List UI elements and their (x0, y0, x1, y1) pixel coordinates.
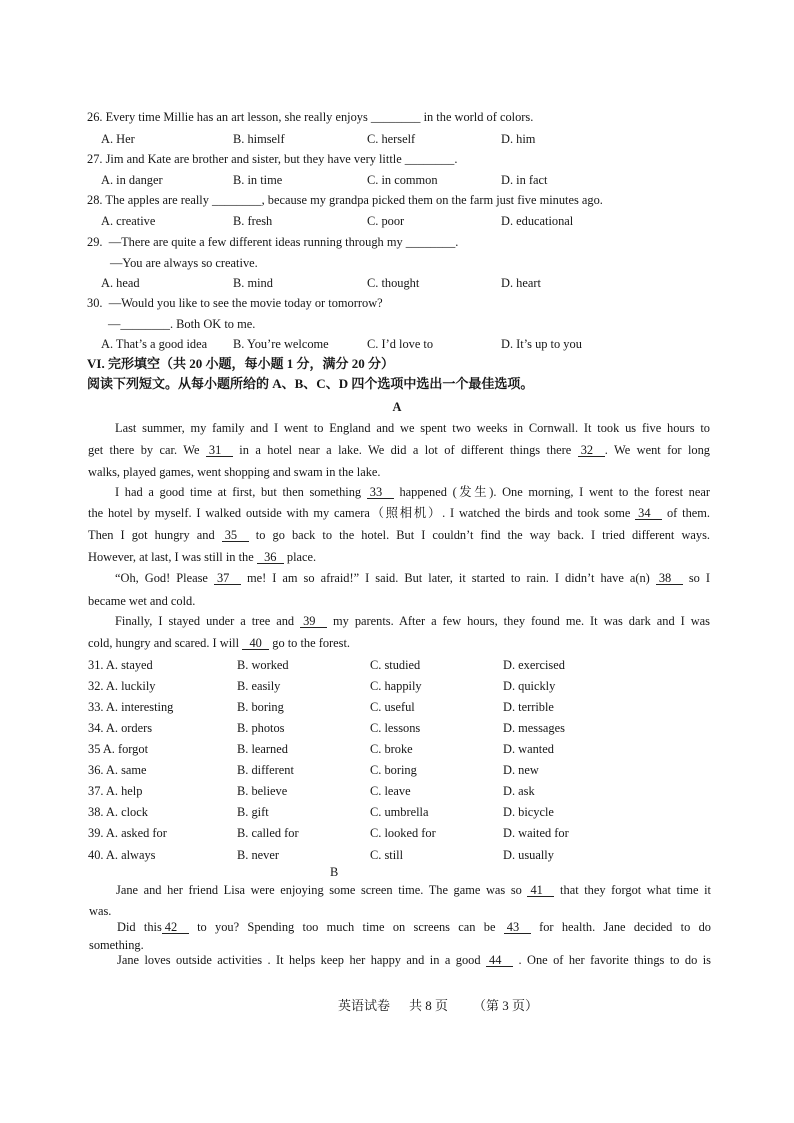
question-number: 35 (88, 742, 101, 756)
question-32-options (0, 678, 794, 694)
option-c: C. I’d love to (367, 337, 434, 351)
option-c: C. lessons (370, 721, 421, 735)
option-d: D. It’s up to you (501, 337, 582, 351)
option-b: B. mind (233, 276, 273, 290)
question-37-options (0, 783, 794, 799)
question-number: 28. (87, 193, 103, 207)
option-d: D. wanted (503, 742, 554, 756)
blank-36: 36 (257, 551, 284, 564)
question-text: Every time Millie has an art lesson, she really enjoys ________ in the world of colors. (105, 110, 534, 124)
question-number: 30. (87, 296, 103, 310)
option-c: C. thought (367, 276, 420, 290)
option-a: A. Her (101, 132, 135, 146)
passage-text: go to the forest. (269, 636, 351, 650)
blank-38: 38 (656, 572, 683, 585)
option-c: C. poor (367, 214, 405, 228)
passage-text: get there by car. We (88, 443, 206, 457)
option-b: B. learned (237, 742, 288, 756)
option-a: A. forgot (102, 742, 149, 756)
option-b: B. called for (237, 826, 299, 840)
blank-42: 42 (162, 921, 189, 934)
option-a-group (88, 847, 155, 863)
option-a: A. orders (105, 721, 153, 735)
blank-44: 44 (486, 954, 513, 967)
passage-text: so I (682, 571, 711, 585)
question-number: 33. (88, 700, 104, 714)
passage-text: . We went for long (604, 443, 711, 457)
question-28-stem (87, 192, 603, 208)
passage-b-label: B (330, 865, 339, 879)
question-number: 29. (87, 235, 103, 249)
blank-35: 35 (222, 529, 249, 542)
question-text: —Would you like to see the movie today or tomorrow? (108, 296, 383, 310)
question-26-options (0, 131, 794, 147)
passage-a-label: A (392, 400, 402, 414)
option-a: A. luckily (105, 679, 156, 693)
question-number: 26. (87, 110, 103, 124)
question-28-options (0, 213, 794, 229)
blank-34: 34 (635, 507, 662, 520)
option-d: D. ask (503, 784, 535, 798)
passage-a-line-8 (115, 570, 710, 586)
option-d: D. terrible (503, 700, 554, 714)
blank-37: 37 (214, 572, 241, 585)
question-31-options (0, 657, 794, 673)
question-26-stem (87, 109, 533, 125)
passage-text: Jane and her friend Lisa were enjoying some screen time. The game was so (116, 883, 528, 897)
option-b: B. You’re welcome (233, 337, 329, 351)
passage-text: . One of her favorite things to do is (513, 953, 711, 967)
question-30-reply: —________. Both OK to me. (108, 317, 256, 331)
question-number: 31. (88, 658, 104, 672)
option-b: B. believe (237, 784, 288, 798)
passage-b-line-5 (117, 952, 711, 968)
option-b: B. easily (237, 679, 281, 693)
option-d: D. quickly (503, 679, 556, 693)
option-c: C. leave (370, 784, 411, 798)
option-a: A. in danger (101, 173, 163, 187)
option-a: A. clock (105, 805, 148, 819)
blank-32: 32 (578, 444, 605, 457)
option-d: D. in fact (501, 173, 548, 187)
passage-text: my parents. After a few hours, they found me. It was dark and I was (327, 614, 710, 628)
passage-a-line-9 (88, 593, 195, 609)
option-b: B. worked (237, 658, 289, 672)
option-a-group (88, 657, 153, 673)
question-30-stem (87, 295, 383, 311)
option-d: D. new (503, 763, 539, 777)
option-c: C. studied (370, 658, 421, 672)
passage-text: me! I am so afraid!” I said. But later, it started to rain. I didn’t have a(n) (240, 571, 656, 585)
passage-text: to you? Spending too much time on screens can be (188, 920, 504, 934)
passage-text: cold, hungry and scared. I will (88, 636, 243, 650)
question-39-options (0, 825, 794, 841)
passage-b-line-4 (89, 937, 144, 953)
passage-a-line-6 (88, 527, 710, 543)
question-text: Jim and Kate are brother and sister, but they have very little ________. (105, 152, 458, 166)
question-30-options (0, 336, 794, 352)
passage-a-line-10 (115, 613, 710, 629)
blank-40: 40 (242, 637, 269, 650)
option-d: D. usually (503, 848, 554, 862)
passage-text: I had a good time at first, but then something (115, 485, 367, 499)
passage-a-line-1 (115, 420, 710, 436)
question-number: 36. (88, 763, 104, 777)
question-number: 32. (88, 679, 104, 693)
option-d: D. waited for (503, 826, 569, 840)
question-34-options (0, 720, 794, 736)
option-a-group (88, 699, 173, 715)
footer-total-pages: 共 8 页 (409, 998, 449, 1013)
passage-b-line-3 (117, 919, 711, 935)
passage-text: Jane loves outside activities . It helps keep her happy and in a good (117, 953, 487, 967)
passage-a-line-4 (115, 484, 710, 500)
question-29-options (0, 275, 794, 291)
option-b: B. photos (237, 721, 285, 735)
passage-text: Last summer, my family and I went to England and we spent two weeks in Cornwall. It took us five hours to (115, 421, 710, 435)
passage-text: place. (283, 550, 317, 564)
passage-text: for health. Jane decided to do (530, 920, 711, 934)
question-27-options (0, 172, 794, 188)
passage-text: the hotel by myself. I walked outside with my camera（照相机）. I watched the birds and took some (88, 506, 636, 520)
question-number: 37. (88, 784, 104, 798)
passage-text: became wet and cold. (88, 594, 196, 608)
question-number: 39. (88, 826, 104, 840)
blank-43: 43 (504, 921, 531, 934)
option-a-group (88, 678, 155, 694)
option-a-group (88, 762, 147, 778)
option-c: C. in common (367, 173, 438, 187)
passage-a-line-7 (88, 549, 316, 565)
option-d: D. heart (501, 276, 541, 290)
question-29-stem (87, 234, 458, 250)
passage-text: Then I got hungry and (88, 528, 222, 542)
passage-a-line-11 (88, 635, 350, 651)
question-35-options (0, 741, 794, 757)
option-d: D. bicycle (503, 805, 554, 819)
option-b: B. different (237, 763, 294, 777)
option-b: B. boring (237, 700, 284, 714)
passage-a-line-5 (88, 505, 710, 521)
option-a: A. stayed (105, 658, 153, 672)
option-a: A. help (105, 784, 143, 798)
passage-a-line-3 (88, 464, 381, 480)
option-c: C. boring (370, 763, 417, 777)
question-number: 40. (88, 848, 104, 862)
option-b: B. never (237, 848, 279, 862)
question-number: 38. (88, 805, 104, 819)
option-b: B. himself (233, 132, 285, 146)
footer-page-number: （第 3 页） (473, 998, 539, 1013)
question-text: —There are quite a few different ideas running through my ________. (108, 235, 459, 249)
blank-41: 41 (527, 884, 554, 897)
option-a: A. same (105, 763, 147, 777)
option-a: A. interesting (105, 700, 174, 714)
option-a-group (88, 720, 152, 736)
passage-text: Did this (117, 920, 162, 934)
option-c: C. umbrella (370, 805, 429, 819)
option-a: A. head (101, 276, 140, 290)
option-d: D. exercised (503, 658, 565, 672)
option-d: D. him (501, 132, 536, 146)
option-d: D. messages (503, 721, 565, 735)
passage-text: of them. (662, 506, 711, 520)
option-c: C. happily (370, 679, 422, 693)
question-33-options (0, 699, 794, 715)
question-text: The apples are really ________, because my grandpa picked them on the farm just five minutes ago. (105, 193, 603, 207)
section-title: VI. 完形填空（共 20 小题，每小题 1 分，满分 20 分） (87, 356, 394, 371)
option-b: B. fresh (233, 214, 273, 228)
option-c: C. useful (370, 700, 415, 714)
passage-text: walks, played games, went shopping and swam in the lake. (88, 465, 381, 479)
question-29-reply: —You are always so creative. (110, 256, 258, 270)
option-a-group (88, 783, 142, 799)
blank-31: 31 (206, 444, 233, 457)
passage-text: was. (89, 904, 112, 918)
section-instruction: 阅读下列短文。从每小题所给的 A、B、C、D 四个选项中选出一个最佳选项。 (87, 376, 534, 391)
question-38-options (0, 804, 794, 820)
question-number: 27. (87, 152, 103, 166)
passage-text: something. (89, 938, 144, 952)
option-a: A. That’s a good idea (101, 337, 208, 351)
option-c: C. still (370, 848, 404, 862)
passage-text: that they forgot what time it (554, 883, 711, 897)
blank-33: 33 (367, 486, 394, 499)
option-a-group (88, 741, 148, 757)
option-b: B. gift (237, 805, 269, 819)
question-36-options (0, 762, 794, 778)
option-a-group (88, 825, 167, 841)
passage-b-line-1 (116, 882, 711, 898)
passage-text: to go back to the hotel. But I couldn’t find the way back. I tried different ways. (248, 528, 711, 542)
option-c: C. looked for (370, 826, 436, 840)
question-27-stem (87, 151, 457, 167)
passage-text: in a hotel near a lake. We did a lot of different things there (232, 443, 578, 457)
option-b: B. in time (233, 173, 283, 187)
blank-39: 39 (300, 615, 327, 628)
question-40-options (0, 847, 794, 863)
passage-b-line-2 (89, 903, 111, 919)
option-a: A. creative (101, 214, 156, 228)
option-c: C. broke (370, 742, 413, 756)
passage-text: Finally, I stayed under a tree and (115, 614, 301, 628)
passage-text: happened (发生). One morning, I went to the forest near (393, 485, 710, 499)
passage-text: “Oh, God! Please (115, 571, 214, 585)
option-d: D. educational (501, 214, 574, 228)
passage-text: However, at last, I was still in the (88, 550, 257, 564)
option-a: A. asked for (105, 826, 167, 840)
option-a: A. always (105, 848, 156, 862)
option-a-group (88, 804, 148, 820)
question-number: 34. (88, 721, 104, 735)
footer-subject: 英语试卷 (338, 998, 391, 1013)
passage-a-line-2 (88, 442, 710, 458)
option-c: C. herself (367, 132, 416, 146)
